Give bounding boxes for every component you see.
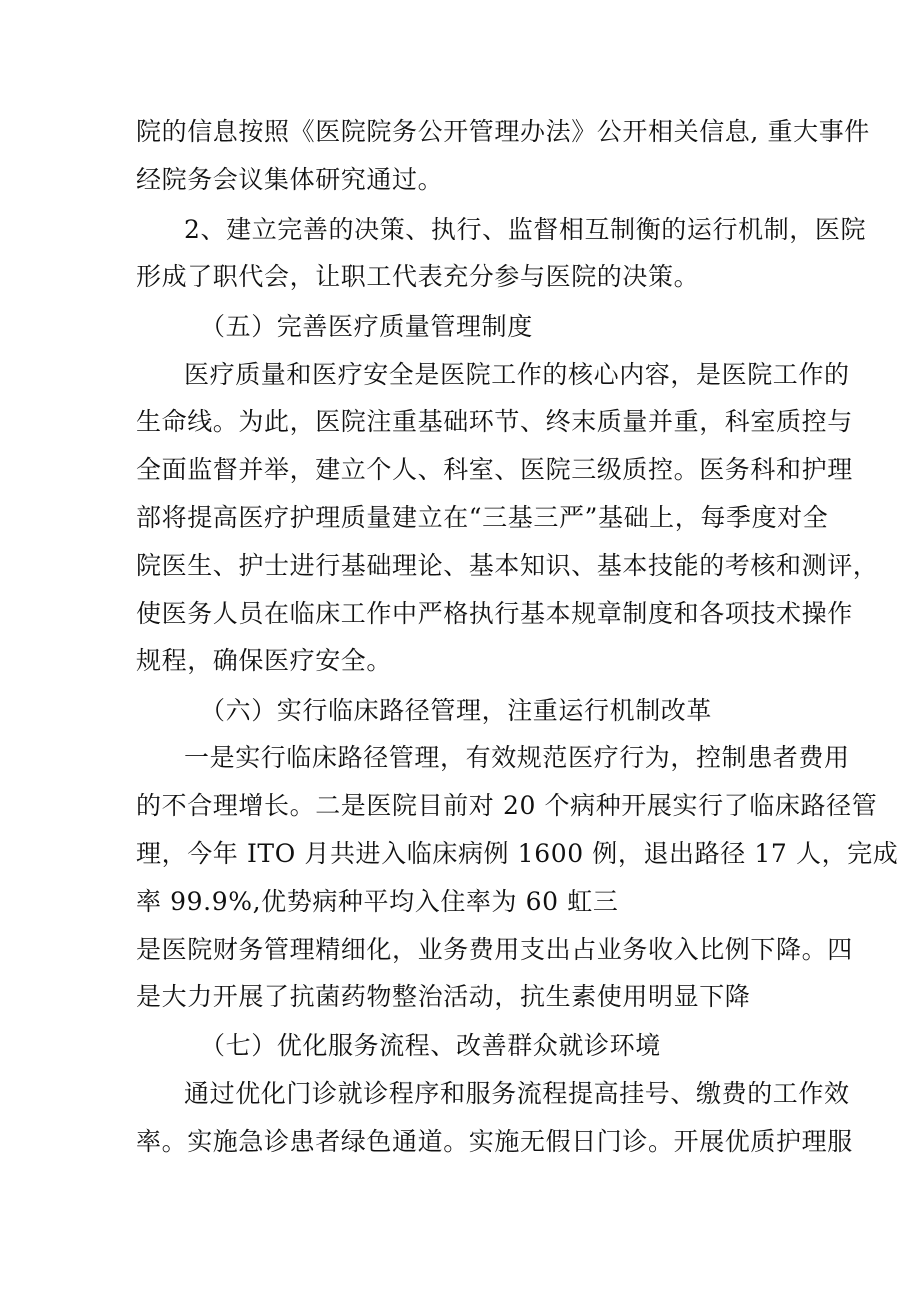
paragraph-line: 率。实施急诊患者绿色通道。实施无假日门诊。开展优质护理服 xyxy=(136,1127,853,1156)
paragraph-line: 是医院财务管理精细化，业务费用支出占业务收入比例下降。四 xyxy=(136,935,853,964)
section-heading: （六）实行临床路径管理，注重运行机制改革 xyxy=(200,696,713,725)
section-heading: （七）优化服务流程、改善群众就诊环境 xyxy=(200,1031,661,1060)
paragraph-line: 院医生、护士进行基础理论、基本知识、基本技能的考核和测评， xyxy=(136,551,879,580)
paragraph-line: 的不合理增长。二是医院目前对 20 个病种开展实行了临床路径管 xyxy=(136,791,878,820)
section-heading: （五）完善医疗质量管理制度 xyxy=(200,312,533,341)
paragraph-line: 经院务会议集体研究通过。 xyxy=(136,165,444,194)
paragraph-line: 使医务人员在临床工作中严格执行基本规章制度和各项技术操作 xyxy=(136,599,853,628)
paragraph-line: 是大力开展了抗菌药物整治活动，抗生素使用明显下降 xyxy=(136,982,751,1011)
paragraph-line: 规程，确保医疗安全。 xyxy=(136,646,393,675)
paragraph-line: 率 99.9%,优势病种平均入住率为 60 虹三 xyxy=(136,887,619,916)
paragraph-line: 医疗质量和医疗安全是医院工作的核心内容，是医院工作的 xyxy=(184,360,850,389)
paragraph-line: 院的信息按照《医院院务公开管理办法》公开相关信息, 重大事件 xyxy=(136,117,870,146)
paragraph-line: 形成了职代会，让职工代表充分参与医院的决策。 xyxy=(136,262,700,291)
paragraph-line: 2、建立完善的决策、执行、监督相互制衡的运行机制，医院 xyxy=(184,215,867,244)
paragraph-line: 部将提高医疗护理质量建立在“三基三严”基础上，每季度对全 xyxy=(136,503,829,532)
paragraph-line: 一是实行临床路径管理，有效规范医疗行为，控制患者费用 xyxy=(184,743,850,772)
paragraph-line: 理，今年 ITO 月共进入临床病例 1600 例，退出路径 17 人，完成 xyxy=(136,839,899,868)
paragraph-line: 通过优化门诊就诊程序和服务流程提高挂号、缴费的工作效 xyxy=(184,1079,850,1108)
paragraph-line: 生命线。为此，医院注重基础环节、终末质量并重，科室质控与 xyxy=(136,407,853,436)
paragraph-line: 全面监督并举，建立个人、科室、医院三级质控。医务科和护理 xyxy=(136,455,853,484)
